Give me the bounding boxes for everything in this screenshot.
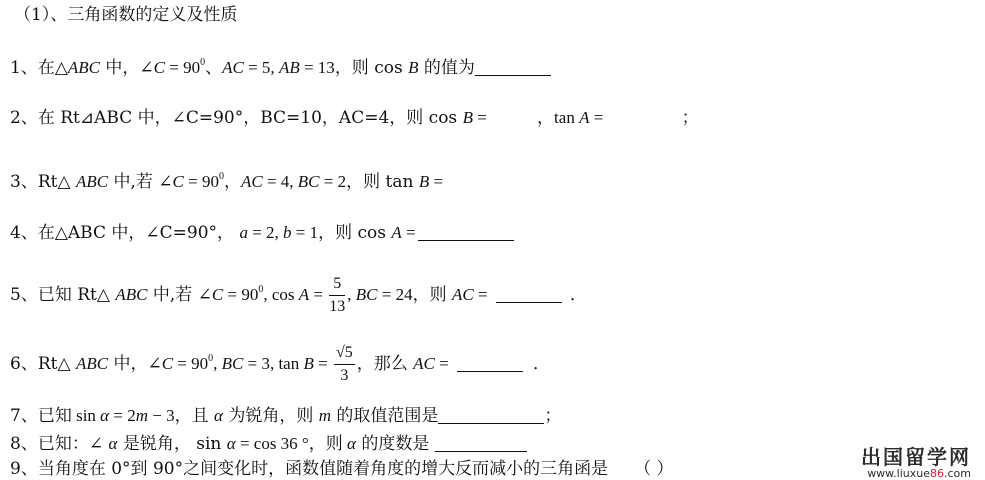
q5-deg: 0 [258, 284, 264, 295]
q6-ac: AC [413, 354, 435, 373]
q8-alpha: α [346, 434, 356, 453]
q5-text: ，则 [412, 285, 452, 305]
q2-text: ； [681, 108, 699, 128]
watermark-url [861, 468, 971, 480]
q7-text: 为锐角，则 [222, 406, 319, 426]
q5-eq: = [473, 285, 492, 304]
answer-blank[interactable] [418, 224, 514, 241]
q6-eq: = 3, tan [243, 354, 304, 373]
q6-text: ，那么 [356, 354, 414, 374]
answer-blank[interactable] [457, 355, 523, 372]
q7-text: ； [544, 406, 562, 426]
q5-a: A [298, 285, 310, 304]
q6-bc: BC [221, 354, 244, 373]
fraction-numerator: 5 [329, 273, 345, 296]
q1-eq: = 13 [299, 58, 335, 77]
q1-text: 在△ [37, 58, 68, 78]
q3-text: 中,若 ∠ [108, 172, 173, 192]
q1-number: 1、 [10, 58, 38, 78]
q3-eq: = [429, 172, 444, 191]
q4-text: 在△ABC 中，∠C=90°， [37, 223, 235, 243]
q2-a: A [579, 108, 590, 127]
q5-text: , [347, 285, 356, 304]
q5-eq: = 24 [377, 285, 413, 304]
fraction-numerator: √5 [334, 342, 355, 365]
question-7 [10, 405, 561, 427]
q3-eq: = 2 [319, 172, 347, 191]
q7-alpha: α [100, 406, 110, 425]
q8-text: 是锐角， sin [117, 434, 227, 454]
watermark-url-part: www.liuxue [867, 467, 930, 480]
q6-eq: = 90 [173, 354, 209, 373]
q8-text: 已知：∠ [37, 434, 109, 454]
q1-abc: ABC [67, 58, 101, 77]
q7-text: 已知 sin [37, 406, 101, 425]
section-title: （1）、三角函数的定义及性质 [14, 5, 238, 25]
q5-period: ． [569, 285, 587, 305]
q3-c: C [172, 172, 184, 191]
q4-eq: = [401, 223, 416, 242]
q3-text: ，则 tan [346, 172, 419, 192]
fraction-sqrt5-3 [334, 342, 355, 387]
q3-text: Rt△ [37, 172, 76, 192]
q3-deg: 0 [218, 171, 224, 182]
question-9 [10, 458, 674, 480]
q6-text: Rt△ [37, 354, 76, 374]
q1-eq: = 5, [243, 58, 279, 77]
q9-number: 9、 [10, 459, 38, 479]
q7-text: 的取值范围是 [331, 406, 439, 426]
question-8 [10, 433, 527, 455]
q3-eq: = 4, [262, 172, 298, 191]
q3-abc: ABC [75, 172, 109, 191]
fraction-denominator: 13 [329, 298, 346, 315]
answer-parentheses[interactable]: （ ） [634, 459, 674, 479]
q1-b: B [408, 58, 419, 77]
answer-blank[interactable] [496, 286, 562, 303]
question-2 [10, 107, 699, 129]
q7-number: 7、 [10, 406, 38, 426]
q7-text: ，且 [174, 406, 214, 426]
site-watermark-logo [861, 446, 971, 480]
q5-bc: BC [355, 285, 378, 304]
question-4 [10, 222, 514, 244]
question-5 [10, 265, 587, 319]
q7-alpha: α [213, 406, 223, 425]
q5-eq: = 90 [223, 285, 259, 304]
q5-eq: = [309, 285, 328, 304]
q7-m: m [135, 406, 148, 425]
q5-c: C [211, 285, 224, 304]
q3-b: B [418, 172, 430, 191]
question-6 [10, 334, 550, 388]
q4-a: a [239, 223, 248, 242]
q6-text: , [213, 354, 222, 373]
q1-ab: AB [278, 58, 300, 77]
answer-blank[interactable] [438, 407, 544, 424]
q4-eq: = 2, [247, 223, 284, 242]
q1-text: ，则 cos [334, 58, 409, 78]
q4-b: b [283, 223, 292, 242]
q6-c: C [161, 354, 174, 373]
q2-eq: = [589, 108, 608, 127]
q5-text: , cos [263, 285, 299, 304]
q8-number: 8、 [10, 434, 38, 454]
answer-blank[interactable] [435, 435, 527, 452]
watermark-chinese-text: 出国留学网 [861, 445, 971, 469]
q8-alpha: α [226, 434, 236, 453]
q5-text: 已知 Rt△ [37, 285, 116, 305]
q1-eq: = 90 [165, 58, 201, 77]
q3-eq: = 90 [183, 172, 219, 191]
q6-number: 6、 [10, 354, 38, 374]
q4-a-cap: A [391, 223, 402, 242]
q8-alpha: α [108, 434, 118, 453]
q1-deg: 0 [200, 57, 206, 68]
q4-text: ，则 cos [318, 223, 392, 243]
q4-eq: = 1 [291, 223, 319, 242]
answer-blank[interactable] [475, 59, 551, 76]
q7-eq: = 2 [109, 406, 136, 425]
q2-eq: = [472, 108, 492, 127]
q8-text: 的度数是 [355, 434, 435, 454]
q1-text: 的值为 [418, 58, 475, 78]
question-1 [10, 52, 551, 79]
watermark-url-highlight: 86 [930, 467, 944, 480]
q5-text: 中,若 ∠ [147, 285, 212, 305]
q7-m: m [318, 406, 332, 425]
q9-text: 当角度在 0°到 90°之间变化时，函数值随着角度的增大反而减小的三角函是 [37, 459, 609, 479]
fraction-denominator: 3 [340, 367, 349, 384]
q5-number: 5、 [10, 285, 38, 305]
q6-eq: = [434, 354, 453, 373]
q3-text: ， [223, 172, 241, 192]
fraction-5-13 [329, 273, 345, 318]
q1-text: 中，∠ [105, 58, 154, 78]
question-3 [10, 166, 443, 193]
q6-eq: = [313, 354, 332, 373]
q2-text: ，tan [537, 108, 580, 127]
q6-period: ． [532, 354, 550, 374]
q8-eq: = cos 36 °，则 [235, 434, 347, 453]
q1-ac: AC [222, 58, 244, 77]
q3-bc: BC [297, 172, 320, 191]
q6-abc: ABC [75, 354, 109, 373]
q3-number: 3、 [10, 172, 38, 192]
q2-b: B [462, 108, 473, 127]
q4-number: 4、 [10, 223, 38, 243]
q3-ac: AC [240, 172, 263, 191]
q2-number: 2、 [10, 108, 38, 128]
watermark-url-part: .com [944, 467, 971, 480]
q7-eq: − 3 [147, 406, 175, 425]
q6-text: 中，∠ [108, 354, 162, 374]
q1-c: C [153, 58, 166, 77]
q2-text: 在 Rt⊿ABC 中，∠C=90°，BC=10，AC=4，则 cos [37, 108, 463, 128]
q5-ac: AC [452, 285, 474, 304]
q5-abc: ABC [115, 285, 148, 304]
q1-text: 、 [205, 58, 223, 78]
q6-b: B [303, 354, 314, 373]
q6-deg: 0 [208, 353, 214, 364]
